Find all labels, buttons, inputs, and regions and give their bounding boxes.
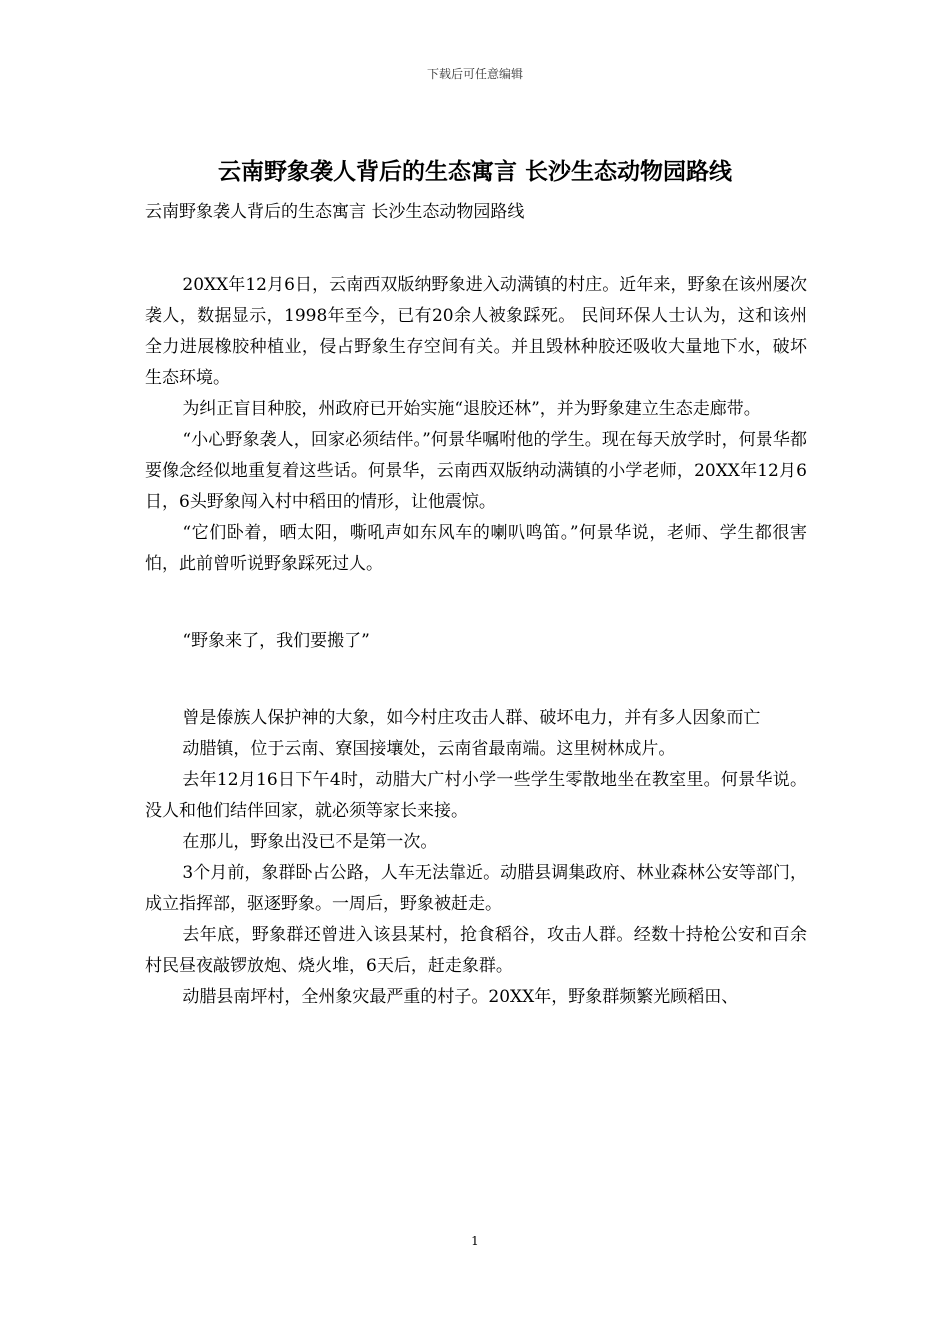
body-paragraph: 为纠正盲目种胶，州政府已开始实施“退胶还林”，并为野象建立生态走廊带。 [182,399,761,419]
body-paragraph: 20XX年12月6日，云南西双版纳野象进入动满镇的村庄。近年来，野象在该州屡次袭人，数据显示，1998年至今，已有20余人被象踩死。 民间环保人士认为，这和该州全力进展橡胶种植业，侵占野象生存空间有关。并且毁林种胶还吸收大量地下水，破坏生态环境。 [145,275,807,388]
body-paragraph: 动腊县南坪村，全州象灾最严重的村子。20XX年，野象群频繁光顾稻田、 [182,987,739,1007]
page-header-note: 下载后可任意编辑 [426,67,523,81]
body-paragraph: 曾是傣族人保护神的大象，如今村庄攻击人群、破坏电力，并有多人因象而亡 [182,708,761,728]
page-number: 1 [471,1234,479,1248]
section-heading: “野象来了，我们要搬了” [182,631,370,651]
body-paragraph: 动腊镇，位于云南、寮国接壤处，云南省最南端。这里树林成片。 [182,739,676,759]
document-title: 云南野象袭人背后的生态寓言 长沙生态动物园路线 [217,158,732,185]
section-gap [145,580,807,626]
body-paragraph: 3个月前，象群卧占公路，人车无法靠近。动腊县调集政府、林业森林公安等部门，成立指挥部，驱逐野象。一周后，野象被赶走。 [145,863,807,914]
body-paragraph: 去年12月16日下午4时，动腊大广村小学一些学生零散地坐在教室里。何景华说。没人和他们结伴回家，就必须等家长来接。 [145,770,807,821]
body-paragraph: “它们卧着，晒太阳，嘶吼声如东风车的喇叭鸣笛。”何景华说，老师、学生都很害怕，此前曾听说野象踩死过人。 [145,523,807,574]
body-paragraph: “小心野象袭人，回家必须结伴。”何景华嘱咐他的学生。现在每天放学时，何景华都要像念经似地重复着这些话。何景华，云南西双版纳动满镇的小学老师，20XX年12月6日，6头野象闯入村中稻田的情形，让他震惊。 [145,430,807,512]
body-paragraph: 去年底，野象群还曾进入该县某村，抢食稻谷，攻击人群。经数十持枪公安和百余村民昼夜敲锣放炮、烧火堆，6天后，赶走象群。 [145,925,807,976]
section-gap [145,657,807,703]
document-subtitle: 云南野象袭人背后的生态寓言 长沙生态动物园路线 [145,202,525,222]
document-body [145,270,807,1013]
body-paragraph: 在那儿，野象出没已不是第一次。 [182,832,438,852]
